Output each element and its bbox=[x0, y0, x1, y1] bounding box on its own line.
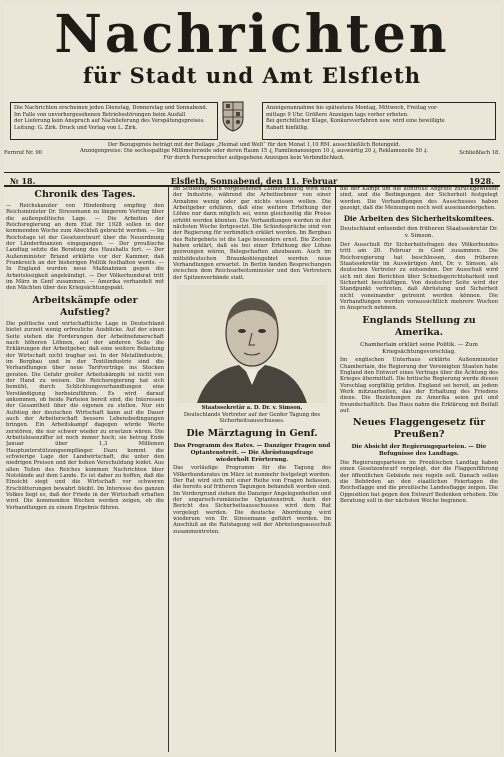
article-text: Im englischen Unterhaus erklärte Außenminister Chamberlain, die Regierung der Vereinigten Staaten habe England den Entwurf eines Vertrags über die Ächtung des Krieges übermittelt. Die britische Regierung werde diesen Vorschlag sorgfältig prüfen. England sei bereit, an jedem Werk mitzuarbeiten, das der Erhaltung des Friedens diene. Die Beziehungen zu Amerika seien gut und freundschaftlich. Das Haus nahm die Erklärung mit Beifall auf. bbox=[340, 357, 498, 415]
article-subheading: Deutschland entsendet den früheren Staatssekretär Dr. v. Simson. bbox=[340, 226, 498, 240]
coat-of-arms-icon bbox=[221, 100, 245, 132]
newspaper-title: Nachrichten bbox=[54, 4, 450, 65]
article-heading: Neues Flaggengesetz für Preußen? bbox=[352, 417, 486, 441]
issue-date: Elsfleth, Sonnabend, den 11. Februar bbox=[170, 176, 338, 186]
article-subheading: Die Absicht der Regierungsparteien. — Die Befugnisse des Landtags. bbox=[351, 444, 487, 458]
article-text: Das vorläufige Programm für die Tagung des Völkerbundsrates im März ist nunmehr festgelegt worden. Der Rat wird sich mit einer Reihe von Fragen befassen, die bereits auf früheren Tagungen behandelt worden sind. Im Vordergrund stehen die Danziger Angelegenheiten und der ungarisch-rumänische Optantenstreit. Auch der Bericht des Sicherheitsausschusses wird dem Rat vorgelegt werden. Die deutsche Abordnung wird wiederum von Dr. Stresemann geführt werden. Im Anschluß an die Ratstagung soll der Abrüstungsausschuß zusammentreten. bbox=[173, 465, 331, 535]
column-1 bbox=[6, 186, 164, 752]
issue-year: 1928. bbox=[468, 176, 494, 186]
article-text: die der Kampf um die kontrolle Angriffe zurückgewiesen sind, und die Bedingungen der Sicherheit festgelegt werden. Die Verhandlungen des Ausschusses haben gezeigt, daß die Meinungen noch weit auseinandergehen. bbox=[340, 186, 498, 212]
masthead bbox=[4, 2, 500, 102]
newspaper-subtitle: für Stadt und Amt Elsfleth bbox=[82, 63, 422, 88]
portrait-image bbox=[177, 285, 327, 403]
column-rule bbox=[335, 186, 336, 752]
article-text: Im Schiedsspruch vorgesehenen Lohnerhöhung wird sich der Industrie, während die Arbeitnehmer von einer Annahme wenig oder gar nichts wissen wollen. Die Arbeitgeber erklären, daß eine weitere Erhöhung der Löhne nur dann möglich sei, wenn gleichzeitig die Preise erhöht werden könnten. Die Verhandlungen werden in der nächsten Woche fortgesetzt. Die Schiedssprüche sind von der Regierung für verbindlich erklärt worden. Im Bergbau des Ruhrgebiets ist die Lage besonders ernst. Die Zechen haben erklärt, daß sie bei einer Erhöhung der Löhne gezwungen wären, Belegschaften abzubauen. Auch im mitteldeutschen Braunkohlengebiet werden neue Verhandlungen erwartet. In Berlin fanden Besprechungen zwischen dem Reichsarbeitsminister und den Vertretern der Spitzenverbände statt. bbox=[173, 186, 331, 281]
article-text: — Reichskanzler von Hindenburg empfing den Reichsminister Dr. Stresemann zu längerem Vortrag über die außenpolitische Lage. — Die Arbeiten der Reichsregierung an dem Etat für 1928 sollen in der kommenden Woche zum Abschluß gebracht werden. — Im Reichstage ist der Gesetzentwurf über die Neuordnung der Länderfinanzen eingegangen. — Der preußische Landtag setzte die Beratung des Haushalts fort. — Der Außenminister Briand erklärte vor der Kammer, daß Frankreich an der bisherigen Politik festhalten werde. — In England wurden neue Maßnahmen gegen die Arbeitslosigkeit angekündigt. — Der Völkerbundsrat tritt im März in Genf zusammen. — Amerika verhandelt mit den Mächten über den Kriegsächtungspakt. bbox=[6, 203, 164, 292]
column-2 bbox=[173, 186, 331, 752]
portrait-caption bbox=[173, 405, 331, 425]
article-text: Die Regierungsparteien im Preußischen Landtag haben einen Gesetzentwurf vorgelegt, der die Flaggenführung der öffentlichen Gebäude neu regeln soll. Danach sollen die Behörden an den staatlichen Feiertagen die Reichsflagge und die preußische Landesflagge zeigen. Die Opposition hat gegen den Entwurf Bedenken erhoben. Die Beratung soll in der nächsten Woche beginnen. bbox=[340, 460, 498, 505]
phone-number: Fernruf Nr. 90 bbox=[4, 150, 42, 156]
article-heading: Die Arbeiten des Sicherheitskomitees. bbox=[343, 214, 495, 224]
caption-name: Staatssekretär a. D. Dr. v. Simson, bbox=[201, 405, 303, 412]
info-line: Rabatt hinfällig. bbox=[266, 124, 309, 131]
publication-info-box bbox=[10, 102, 218, 140]
price-info bbox=[64, 142, 444, 161]
info-line: Die Nachrichten erscheinen jeden Dienstag, Donnerstag und Sonnabend. bbox=[14, 105, 208, 111]
info-line: Bei gerichtlicher Klage, Konkursverfahren usw. wird eine bewilligte bbox=[266, 118, 445, 125]
price-line: Anzeigenpreise: Die sechsspaltige Millimeterzeile oder deren Raum 15 ₰, Familienanzeigen 10 ₰, auswärtig 20 ₰, Reklamezeile 50 ₰. bbox=[79, 148, 428, 155]
article-text: Der Ausschuß für Sicherheitsfragen des Völkerbundes tritt am 20. Februar in Genf zusammen. Die Reichsregierung hat beschlossen, den früheren Staatssekretär im Auswärtigen Amt, Dr. v. Simson, als deutschen Vertreter zu entsenden. Der Ausschuß wird sich mit den Berichten über Schiedsgerichtsbarkeit und Sicherheit beschäftigen. Von deutscher Seite wird der Standpunkt vertreten, daß Abrüstung und Sicherheit nicht voneinander getrennt werden können. Die Verhandlungen werden voraussichtlich mehrere Wochen in Anspruch nehmen. bbox=[340, 241, 498, 312]
article-heading: Englands Stellung zu Amerika. bbox=[362, 314, 476, 338]
article-text: Die politische und wirtschaftliche Lage in Deutschland bietet zurzeit wenig erfreuliche Ausblicke. Auf der einen Seite stehen die Forderungen der Arbeitnehmerschaft nach höheren Löhnen, auf der anderen Seite die Erklärungen der Arbeitgeber, daß eine weitere Belastung der Wirtschaft nicht tragbar sei. In der Metallindustrie, im Bergbau und in der Textilindustrie sind die Verhandlungen über neue Tarifverträge ins Stocken geraten. Die Gefahr großer Arbeitskämpfe ist nicht von der Hand zu weisen. Die Reichsregierung hat sich bemüht, durch Schlichtungsverhandlungen eine Verständigung herbeizuführen. Es wird darauf ankommen, ob beide Parteien bereit sind, die Interessen der Gesamtheit über die eigenen zu stellen. Nur ein Aufstieg der deutschen Wirtschaft kann auf die Dauer auch der Arbeiterschaft bessere Lebensbedingungen bringen. Ein Arbeitskampf dagegen würde Werte zerstören, die nur schwer wieder zu ersetzen wären. Die Arbeitslosenziffer ist noch immer hoch; sie betrug Ende Januar über 1,3 Millionen Hauptunterstützungsempfänger. Dazu kommt die schwierige Lage der Landwirtschaft, die unter den niedrigen Preisen und der hohen Verschuldung leidet. Aus allen Teilen des Reiches kommen Nachrichten über Notstände auf dem Lande. Es ist daher zu hoffen, daß die Einsicht siegt und die Wirtschaft vor schweren Erschütterungen bewahrt bleibt. Im Interesse des ganzen Volkes liegt es, daß der Friede in der Wirtschaft erhalten wird. Die kommenden Wochen werden zeigen, ob die Verhandlungen zu einem Ergebnis führen. bbox=[6, 320, 164, 511]
divider bbox=[4, 172, 500, 173]
info-line: Anzeigenannahme bis spätestens Montag, Mittwoch, Freitag vor- bbox=[266, 105, 439, 111]
po-box: Schließfach 18. bbox=[459, 150, 500, 156]
price-line: Für durch Fernsprecher aufgegebene Anzeigen kein Verbindlichkeit. bbox=[163, 154, 345, 161]
caption-text: Deutschlands Vertreter auf der Genfer Tagung des Sicherheitsausschusses. bbox=[183, 411, 321, 425]
article-subheading: Chamberlain erklärt seine Politik. — Zum Kriegsächtungsvorschlag. bbox=[360, 341, 478, 355]
info-line: Im Falle von unvorhergesehenen Betriebsstörungen beim Ausfall bbox=[14, 111, 186, 118]
column-rule bbox=[168, 186, 169, 752]
info-line: Leitung: G. Zirk. Druck und Verlag von L. Zirk. bbox=[14, 124, 138, 131]
info-line: mittags 9 Uhr. Größere Anzeigen tags vorher erbeten. bbox=[266, 111, 409, 118]
newspaper-page bbox=[4, 2, 500, 755]
info-line: der Lieferung kein Anspruch auf Nachlieferung des Verspätungspreises. bbox=[14, 118, 205, 125]
article-subheading: Das Programm des Rates. — Danziger Fragen und Optantenstreit. — Die Abrüstungsfrage wiederholt Erörterung. bbox=[173, 442, 331, 463]
issue-number: № 18. bbox=[10, 176, 36, 186]
article-heading: Die Märztagung in Genf. bbox=[186, 427, 318, 439]
article-heading: Arbeitskämpfe oder Aufstieg? bbox=[32, 294, 138, 318]
price-line: Der Bezugspreis beträgt mit der Beilage „Heimat und Welt“ für den Monat 1,10 RM. ausschließlich Botengeld. bbox=[107, 142, 401, 148]
column-3 bbox=[340, 186, 498, 752]
article-heading: Chronik des Tages. bbox=[34, 189, 136, 200]
advertising-info-box bbox=[262, 102, 496, 140]
